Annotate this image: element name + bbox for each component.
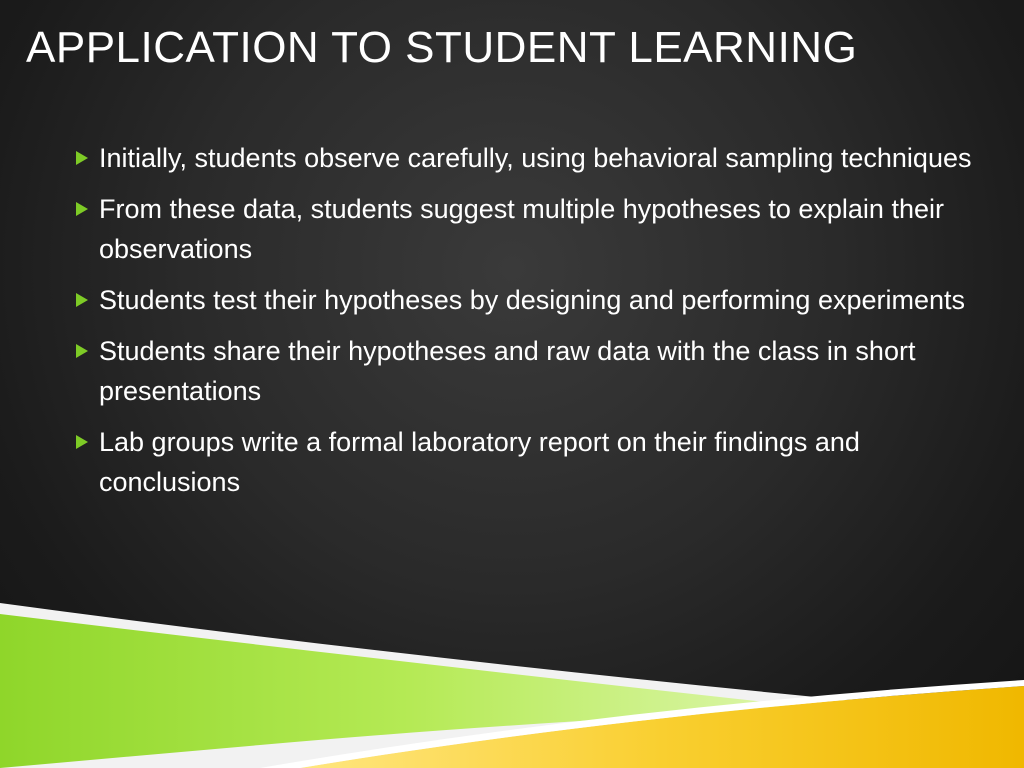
bullet-text: From these data, students suggest multiple hypotheses to explain their observations (99, 194, 944, 264)
slide-title: APPLICATION TO STUDENT LEARNING (26, 23, 858, 72)
bullet-text: Lab groups write a formal laboratory report on their findings and conclusions (99, 427, 860, 497)
bullet-text: Students share their hypotheses and raw data with the class in short presentations (99, 336, 916, 406)
bullet-text: Initially, students observe carefully, using behavioral sampling techniques (99, 143, 972, 173)
bullet-text: Students test their hypotheses by designing and performing experiments (99, 285, 966, 315)
